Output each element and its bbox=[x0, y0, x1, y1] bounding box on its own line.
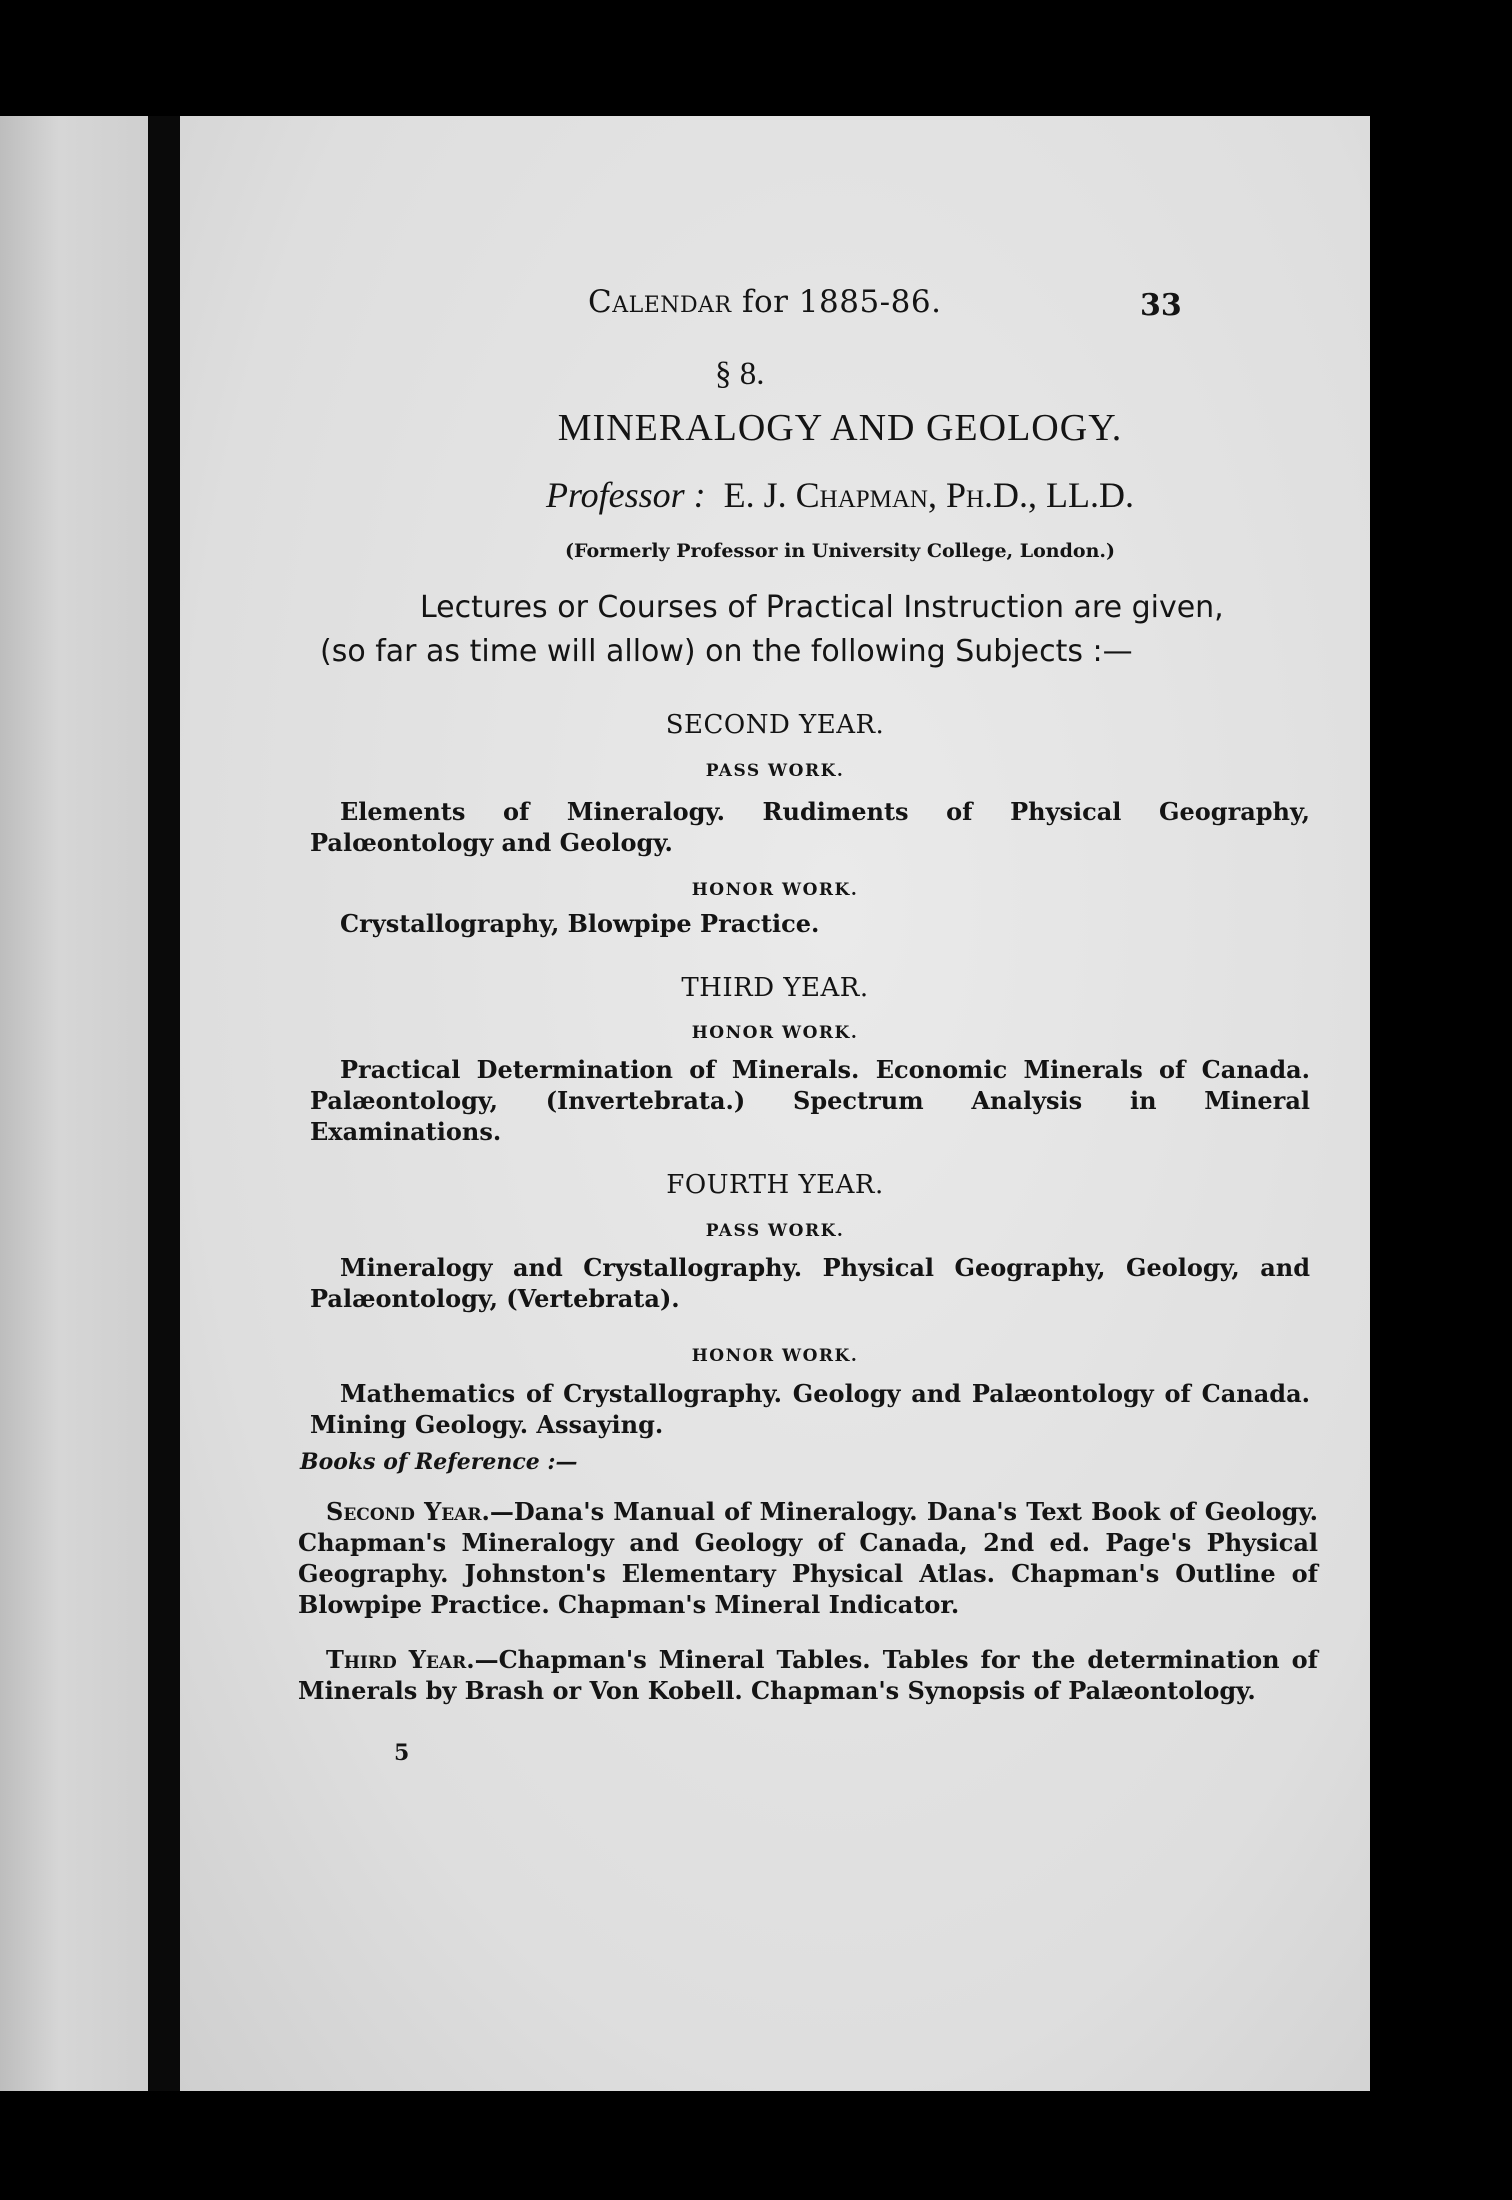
fourth-year-pass-text: Mineralogy and Crystallography. Physical Geography, Geology, and Palæontology, (Vertebrata). bbox=[310, 1253, 1310, 1313]
document-page bbox=[180, 116, 1370, 2091]
page-number: 33 bbox=[1140, 288, 1182, 323]
running-head-prefix: Calendar bbox=[588, 284, 732, 320]
second-year-pass-heading: PASS WORK. bbox=[705, 761, 845, 781]
books-third-year-text: —Chapman's Mineral Tables. Tables for the determination of Minerals by Brash or Von Kobell. Chapman's Synopsis of Palæontology. bbox=[298, 1645, 1318, 1705]
section-title: MINERALOGY AND GEOLOGY. bbox=[557, 407, 1123, 449]
third-year-honor-heading: HONOR WORK. bbox=[691, 1023, 859, 1043]
books-second-year-lead: Second Year. bbox=[326, 1497, 490, 1526]
fourth-year-heading: FOURTH YEAR. bbox=[666, 1170, 884, 1200]
section-number: § 8. bbox=[715, 356, 765, 392]
signature-mark: 5 bbox=[394, 1740, 410, 1766]
third-year-heading: THIRD YEAR. bbox=[681, 973, 869, 1003]
book-binding-gutter bbox=[148, 116, 180, 2091]
books-of-reference-label: Books of Reference :— bbox=[300, 1449, 578, 1475]
professor-line bbox=[430, 474, 1250, 516]
second-year-pass-text: Elements of Mineralogy. Rudiments of Physical Geography, Palœontology and Geology. bbox=[310, 797, 1310, 857]
books-third-year bbox=[298, 1644, 1318, 1706]
books-second-year bbox=[298, 1496, 1318, 1620]
intro-line-1: Lectures or Courses of Practical Instruction are given, bbox=[420, 590, 1224, 625]
fourth-year-honor-heading: HONOR WORK. bbox=[691, 1346, 859, 1366]
intro-line-2: (so far as time will allow) on the following Subjects :— bbox=[320, 634, 1133, 669]
professor-name: E. J. Chapman, Ph.D., LL.D. bbox=[723, 475, 1135, 515]
fourth-year-pass-heading: PASS WORK. bbox=[705, 1221, 845, 1241]
third-year-honor-text: Practical Determination of Minerals. Economic Minerals of Canada. Palæontology, (Invertebrata.) Spectrum Analysis in Mineral Examinations. bbox=[310, 1055, 1310, 1146]
intro-paragraph bbox=[320, 586, 1320, 674]
fourth-year-honor-text: Mathematics of Crystallography. Geology and Palæontology of Canada. Mining Geology. Assaying. bbox=[310, 1379, 1310, 1439]
adjacent-page-edge bbox=[0, 116, 148, 2091]
second-year-honor-text: Crystallography, Blowpipe Practice. bbox=[340, 909, 820, 938]
books-second-year-text: —Dana's Manual of Mineralogy. Dana's Text Book of Geology. Chapman's Mineralogy and Geology of Canada, 2nd ed. Page's Physical Geography. Johnston's Elementary Physical Atlas. Chapman's Outline of Blowpipe Practice. Chapman's Mineral Indicator. bbox=[298, 1497, 1319, 1619]
professor-role: Professor : bbox=[545, 475, 706, 515]
running-head bbox=[588, 284, 941, 320]
books-third-year-lead: Third Year. bbox=[326, 1645, 475, 1674]
second-year-honor-heading: HONOR WORK. bbox=[691, 880, 859, 900]
running-head-rest: for 1885-86. bbox=[731, 284, 942, 320]
professor-note: (Formerly Professor in University College, London.) bbox=[565, 540, 1115, 562]
second-year-heading: SECOND YEAR. bbox=[665, 710, 885, 740]
